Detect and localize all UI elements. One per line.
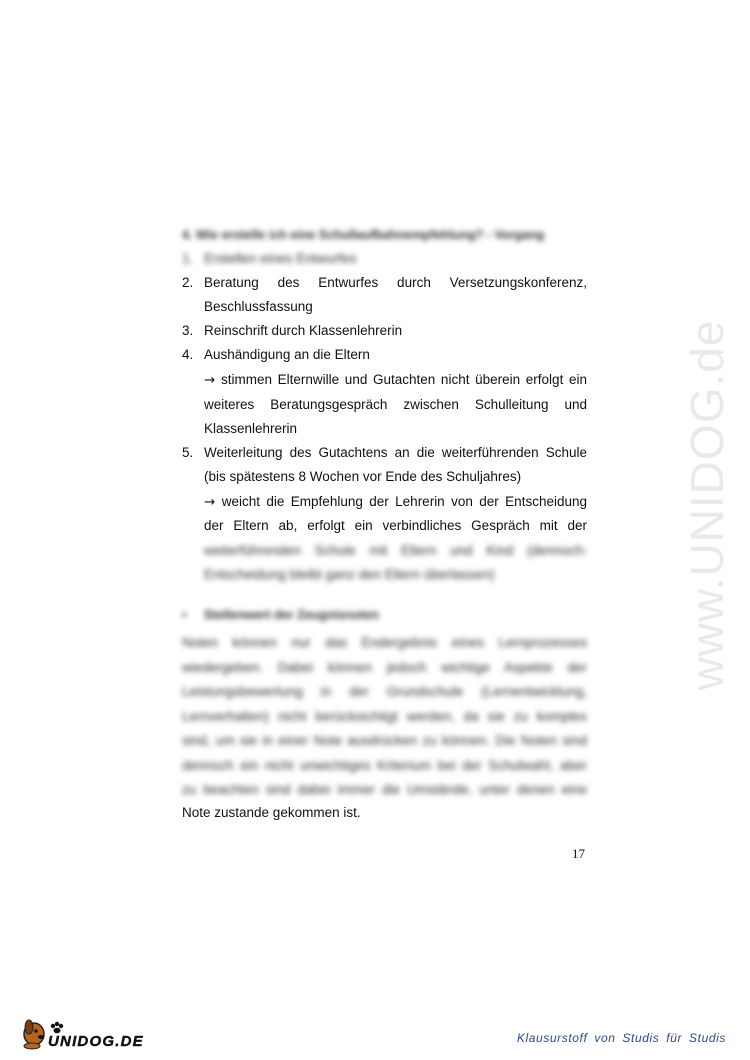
- section-heading: 4. Wie erstelle ich eine Schullaufbahnempfehlung? - Vorgang: [182, 228, 545, 242]
- bullet-icon: •: [182, 608, 187, 622]
- paw-icon: [51, 1022, 63, 1034]
- dog-mascot-icon: [24, 1020, 44, 1049]
- list-item-number: 4.: [182, 347, 194, 362]
- arrow-right-icon: →: [204, 372, 216, 388]
- list-item-text: Weiterleitung des Gutachtens an die weiterführenden Schule: [204, 445, 587, 460]
- note-text: weiteres Beratungsgespräch zwischen Schulleitung und: [204, 397, 587, 412]
- paragraph-line: Leistungsbewertung in der Grundschule (Lernentwicklung,: [182, 684, 587, 699]
- footer-tagline: Klausurstoff von Studis für Studis: [516, 1031, 726, 1045]
- paragraph-line: zu beachten sind dabei immer die Umstände, unter denen eine: [182, 782, 587, 797]
- logo-text: UNIDOG.DE: [48, 1033, 144, 1050]
- page-number: 17: [572, 846, 585, 861]
- list-item-text: (bis spätestens 8 Wochen vor Ende des Schuljahres): [204, 469, 522, 484]
- paragraph-line: wiedergeben. Dabei können jedoch wichtige Aspekte der: [182, 660, 587, 675]
- note-text: weicht die Empfehlung der Lehrerin von der Entscheidung: [221, 494, 587, 509]
- note-text: Klassenlehrerin: [204, 421, 298, 436]
- note-text: der Eltern ab, erfolgt ein verbindliches Gespräch mit der: [204, 518, 587, 533]
- note-text: weiterführenden Schule mit Eltern und Kind (dennoch:: [204, 543, 587, 558]
- arrow-right-icon: →: [204, 494, 216, 510]
- watermark: www.UNIDOG.de: [681, 319, 733, 691]
- list-item-number: 2.: [182, 275, 194, 290]
- list-item-text: Reinschrift durch Klassenlehrerin: [204, 323, 403, 338]
- paragraph-line: Lernverhalten) nicht berücksichtigt werden, da sie zu komplex: [182, 709, 587, 724]
- list-item-text: Aushändigung an die Eltern: [204, 347, 370, 362]
- subsection-title: [182, 608, 379, 622]
- list-item-text: Beschlussfassung: [204, 299, 313, 314]
- list-item-text: Beratung des Entwurfes durch Versetzungskonferenz,: [204, 275, 587, 290]
- paragraph-line: Noten können nur das Endergebnis eines Lernprozesses: [182, 635, 587, 650]
- unidog-logo: [20, 1006, 150, 1054]
- list-item-text: Erstellen eines Entwurfes: [204, 251, 357, 266]
- note-text: Entscheidung bleibt ganz den Eltern überlassen): [204, 567, 495, 582]
- paragraph-line: Note zustande gekommen ist.: [182, 805, 361, 820]
- list-item-number: 1.: [182, 251, 194, 266]
- paragraph-line: dennoch ein nicht unwichtiges Kriterium bei der Schulwahl, aber: [182, 758, 587, 773]
- note-text: stimmen Elternwille und Gutachten nicht überein erfolgt ein: [220, 372, 587, 387]
- subsection-title-text: Stellenwert der Zeugnisnoten: [203, 608, 379, 622]
- list-item-number: 3.: [182, 323, 194, 338]
- list-item-number: 5.: [182, 445, 194, 460]
- paragraph-line: sind, um sie in einer Note ausdrücken zu können. Die Noten sind: [182, 733, 587, 748]
